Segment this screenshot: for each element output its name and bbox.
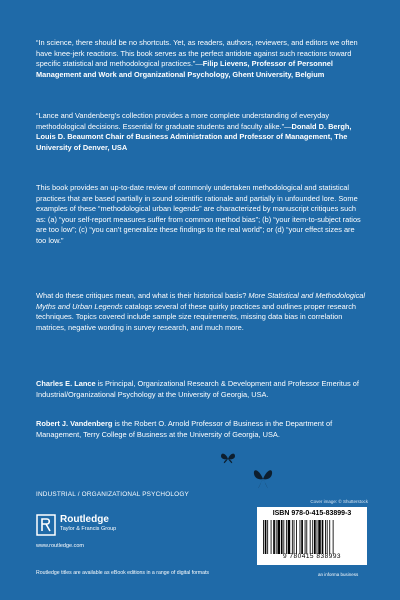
cover-credit: Cover image: © Shutterstock <box>310 499 368 504</box>
author-name: Robert J. Vandenberg <box>36 419 113 428</box>
publisher-logo <box>36 512 146 542</box>
ebook-note: Routledge titles are available as eBook editions in a range of digital formats <box>36 570 210 576</box>
quote-attribution: Filip Lievens, Professor of Personnel Management and Work and Organizational Psychology, Ghent University, Belgium <box>36 59 333 79</box>
isbn-label: ISBN 978-0-415-83899-3 <box>272 510 352 517</box>
author-bio-text: is the Robert O. Arnold Professor of Business in the Department of Management, Terry College of Business at the University of Georgia, USA. <box>36 419 333 439</box>
description-paragraph-1: This book provides an up-to-date review of commonly undertaken methodological and statistical practices that are based partially in sound scientific rationale and partially in unfounded lore. Some examples of these “methodological urban legends” are characterized by manuscript critiques such as: (a) “your self-report measures suffer from common method bias”; (b) “your item-to-subject ratios are too low”; (c) “you can’t generalize these findings to the real world”; or (d) “your effect sizes are too low.” <box>36 183 361 245</box>
informa-tagline: an informa business <box>318 572 359 577</box>
isbn-digits: 9 780415 838993 <box>282 553 342 560</box>
publisher-group: Taylor & Francis Group <box>60 526 117 532</box>
barcode-image <box>263 520 361 554</box>
author-bio-1 <box>36 379 366 400</box>
description-paragraph-2 <box>36 291 366 333</box>
description-text: catalogs several of these quirky practices and outlines proper research techniques. Topics covered include sample size requirements, missing data bias in correlation matrices, negative wording in survey research, and much more. <box>36 301 357 332</box>
butterfly-icon <box>220 452 236 466</box>
quote-attribution: Donald D. Bergh, Louis D. Beaumont Chair of Business Administration and Professor of Management, The University of Denver, USA <box>36 121 352 152</box>
subject-category: INDUSTRIAL / ORGANIZATIONAL PSYCHOLOGY <box>36 491 189 498</box>
butterfly-icon <box>252 467 274 493</box>
quote-text: “In science, there should be no shortcuts. Yet, as readers, authors, reviewers, and editors we often have knee-jerk reactions. This book serves as the perfect antidote against such reactions toward specific statistical and methodological practices.”— <box>36 38 358 69</box>
isbn-barcode-box <box>257 507 367 565</box>
publisher-name: Routledge <box>60 514 109 525</box>
description-text: What do these critiques mean, and what is their historical basis? <box>36 291 249 300</box>
author-bio-2 <box>36 419 366 440</box>
author-bio-text: is Principal, Organizational Research & Development and Professor Emeritus of Industrial/Organizational Psychology at the University of Georgia, USA. <box>36 379 359 399</box>
publisher-url: www.routledge.com <box>36 543 84 549</box>
endorsement-quote-1 <box>36 38 366 80</box>
routledge-logo-icon <box>36 514 56 536</box>
author-name: Charles E. Lance <box>36 379 96 388</box>
quote-text: “Lance and Vandenberg’s collection provides a more complete understanding of everyday methodological decisions. Essential for graduate students and faculty alike.”— <box>36 111 330 131</box>
endorsement-quote-2 <box>36 111 366 153</box>
book-title: More Statistical and Methodological Myths and Urban Legends <box>36 291 366 311</box>
